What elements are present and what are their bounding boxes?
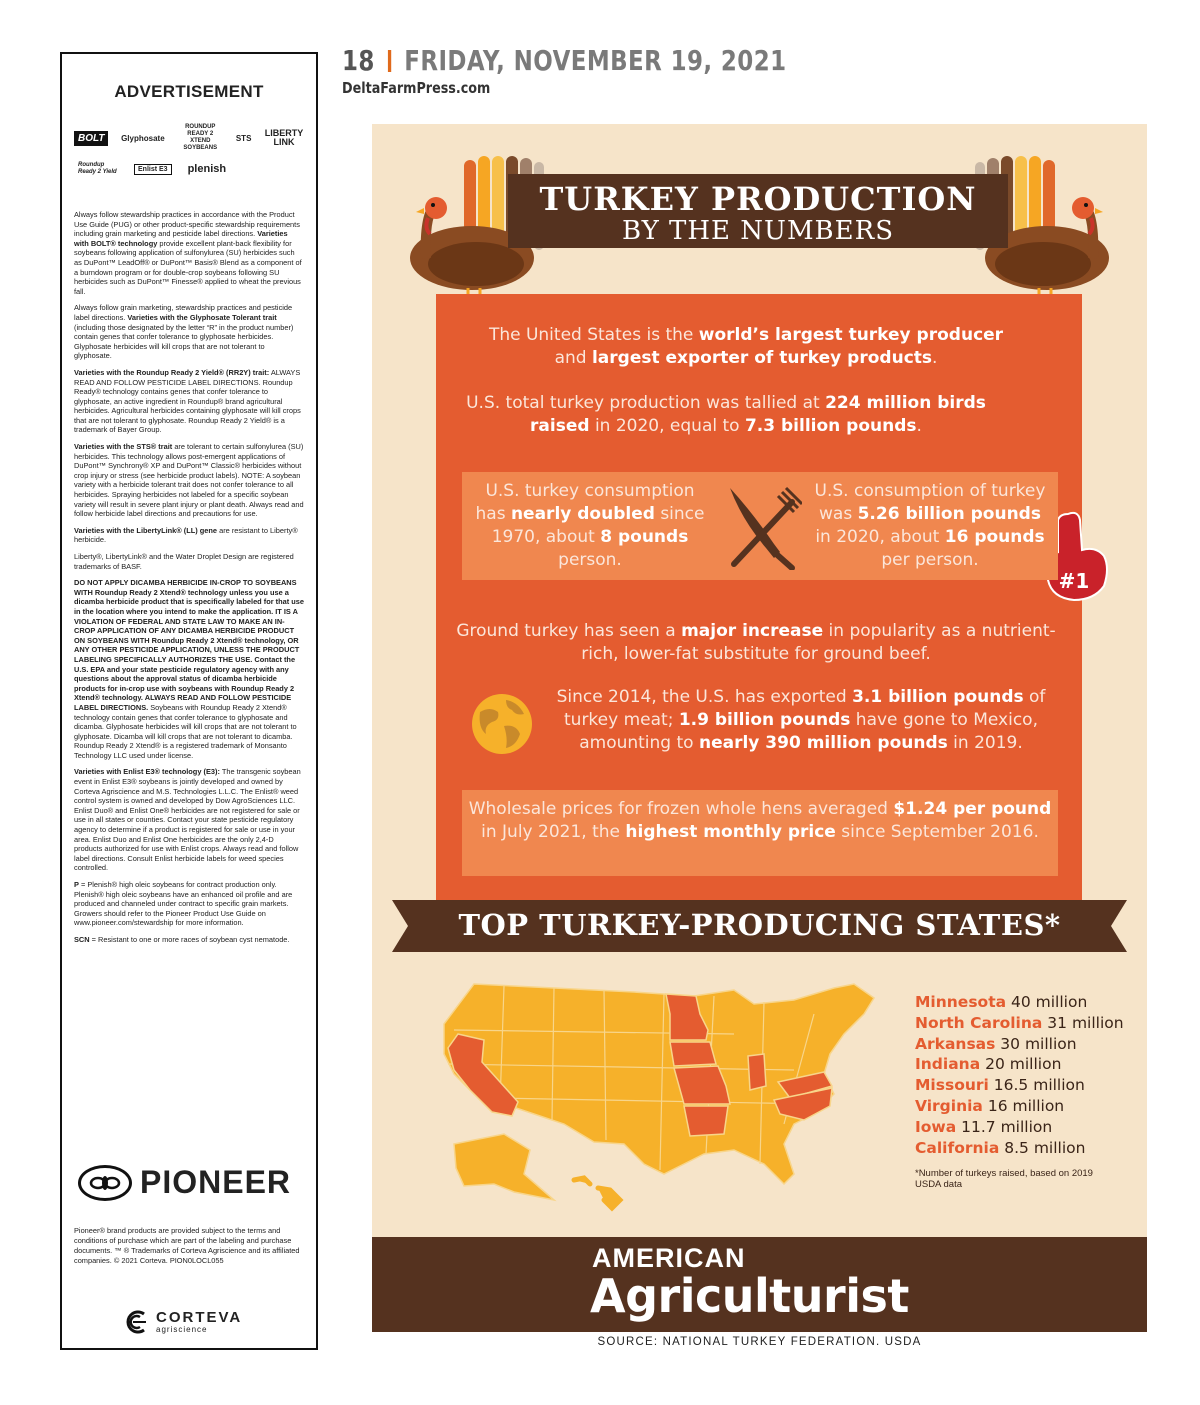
state-value: 40 million [1011,993,1088,1011]
sts-logo: STS [235,133,252,143]
state-row [915,1034,1124,1055]
ad-legal-text [74,210,304,945]
corteva-brand [124,1309,242,1335]
ad-title: ADVERTISEMENT [114,82,264,101]
knife-fork-icon [722,482,802,570]
state-value: 11.7 million [961,1117,1053,1136]
ad-paragraph: Always follow grain marketing, stewardship practices and pesticide label directions. Varieties with the Glyphosate Tolerant trait (including those designated by the letter “R” in the product number) contain genes that confer tolerance to glyphosate herbicides. Glyphosate herbicides will kill crops that are not tolerant to glyphosate. [74,303,294,361]
states-title: TOP TURKEY-PRODUCING STATES* [458,908,1061,942]
states-list [915,992,1124,1158]
bolt-logo: BOLT [74,131,108,146]
ad-paragraph: SCN = Resistant to one or more races of soybean cyst nematode. [74,934,290,944]
pioneer-note: Pioneer® brand products are provided subject to the terms and conditions of purchase which are part of the labeling and purchase documents. ™ ® Trademarks of Corteva Agriscience and its affiliated companies. © 2021 Corteva. PION0LOCL055 [74,1226,300,1265]
page-header-line [342,44,786,77]
state-name: Arkansas [915,1034,996,1053]
consumption-box [462,472,1058,580]
ad-paragraph: P = Plenish® high oleic soybeans for contract production only. Plenish® high oleic soybeans have an enhanced oil profile and are produced and channeled under contract to specific grain markets. Growers should refer to the Pioneer Product Use Guide on www.pioneer.com/stewardship for more information. [74,880,293,928]
site-link[interactable]: DeltaFarmPress.com [342,79,491,97]
state-value: 30 million [1000,1034,1077,1053]
ad-paragraph: Varieties with Enlist E3® technology (E3): The transgenic soybean event in Enlist E3® soybeans is jointly developed and owned by Corteva Agriscience and M.S. Technologies L.L.C. The Enlist® weed control system is owned and developed by Dow AgroSciences LLC. Enlist Duo® and Enlist One® herbicides are not registered for sale or use in all states or counties. Contact your state pesticide regulatory agency to determine if a product is registered for sale or use in your area. Enlist Duo and Enlist One herbicides are the only 2,4-D products authorized for use with Enlist crops. Always read and follow label directions. Consult Enlist herbicide labels for weed species controlled. [74,767,301,873]
infographic-title [508,174,1008,248]
state-name: Minnesota [915,993,1007,1011]
state-value: 8.5 million [1004,1138,1086,1157]
state-row [915,1096,1124,1117]
consumption-doubled: U.S. turkey consumption has nearly doubled since 1970, about 8 pounds person. [475,481,705,570]
wholesale-box [462,790,1058,876]
us-map-icon [434,974,904,1214]
fact-wholesale-prices: Wholesale prices for frozen whole hens averaged $1.24 per pound in July 2021, the highest monthly price since September 2016. [468,799,1052,842]
title-line-2: BY THE NUMBERS [621,216,895,246]
state-name: Missouri [915,1076,989,1095]
states-footnote: *Number of turkeys raised, based on 2019 USDA data [915,1168,1093,1190]
state-name: Indiana [915,1055,981,1074]
rr2y-logo: Roundup Ready 2 Yield [78,162,117,175]
state-name: Iowa [915,1117,957,1136]
title-line-1: TURKEY PRODUCTION [539,180,977,218]
states-ribbon [392,900,1127,952]
badge-text: #1 [1058,569,1090,593]
state-value: 31 million [1047,1013,1124,1032]
state-row [915,1054,1124,1075]
publisher-line-2: Agriculturist [590,1269,909,1323]
ad-paragraph: Varieties with the Roundup Ready 2 Yield® (RR2Y) trait: ALWAYS READ AND FOLLOW PESTICIDE LABEL DIRECTIONS. Roundup Ready® technology contains genes that confer tolerance to glyphosate, an active ingredient in Roundup® brand agricultural herbicides. Agricultural herbicides containing glyphosate will kill crops that are not tolerant to glyphosate. Roundup Ready 2 Yield® is a trademark of Bayer Group. [74,367,301,435]
brand-logos-row-1 [74,124,304,152]
ad-paragraph: Varieties with the LibertyLink® (LL) gene are resistant to Liberty® herbicide. [74,525,298,545]
fact-largest-producer: The United States is the world’s largest turkey producer and largest exporter of turkey products. [488,325,1004,368]
pioneer-brand [78,1164,291,1201]
page-number: 18 [342,44,375,77]
fact-exports: Since 2014, the U.S. has exported 3.1 billion pounds of turkey meat; 1.9 billion pounds have gone to Mexico, amounting to nearly 390 million pounds in 2019. [556,687,1046,753]
consumption-2020: U.S. consumption of turkey was 5.26 billion pounds in 2020, about 16 pounds per person. [814,481,1046,570]
state-row [915,1075,1124,1096]
publisher-line-1: AMERICAN [592,1243,746,1273]
state-row [915,1117,1124,1138]
glyphosate-logo: Glyphosate [121,133,165,143]
state-name: North Carolina [915,1013,1043,1032]
issue-date: FRIDAY, NOVEMBER 19, 2021 [404,44,787,77]
pioneer-logo-icon [78,1165,132,1201]
ad-paragraph: Always follow stewardship practices in accordance with the Product Use Guide (PUG) or other product-specific stewardship requirements including grain marketing and pesticide label directions. Varieties with BOLT® technology provide excellent plant-back flexibility for soybeans following application of sulfonylurea (SU) herbicides such as DuPont™ LeadOff® or DuPont™ Basis® Blend as a component of a burndown program or for double-crop soybeans following SU herbicides such as DuPont™ Finesse® applied to wheat the previous fall. [74,210,302,296]
state-value: 16.5 million [993,1076,1085,1095]
fact-ground-turkey: Ground turkey has seen a major increase in popularity as a nutrient-rich, lower-fat substitute for ground beef. [456,621,1056,664]
libertylink-logo: LIBERTY LINK [264,128,304,147]
page-masthead [342,44,884,97]
globe-icon [470,692,534,756]
corteva-sub: agriscience [156,1324,208,1334]
brand-logos-row-2 [74,162,304,176]
state-name: Virginia [915,1096,983,1115]
facts-panel [436,294,1090,904]
state-value: 20 million [985,1055,1062,1074]
fact-total-production: U.S. total turkey production was tallied at 224 million birds raised in 2020, equal to 7.3 billion pounds. [466,393,986,436]
pioneer-wordmark: PIONEER [140,1164,292,1200]
ad-paragraph: DO NOT APPLY DICAMBA HERBICIDE IN-CROP TO SOYBEANS WITH Roundup Ready 2 Xtend® technology unless you use a dicamba herbicide product that is specifically labeled for that use in the location where you intend to make the application. IT IS A VIOLATION OF FEDERAL AND STATE LAW TO MAKE AN IN-CROP APPLICATION OF ANY DICAMBA HERBICIDE PRODUCT ON SOYBEANS WITH Roundup Ready 2 Xtend® technology, OR ANY OTHER PESTICIDE APPLICATION, UNLESS THE PRODUCT LABELING SPECIFICALLY AUTHORIZES THE USE. Contact the U.S. EPA and your state pesticide regulatory agency with any questions about the approval status of dicamba herbicide products for in-crop use with soybeans with Roundup Ready 2 Xtend® technology. ALWAYS READ AND FOLLOW PESTICIDE LABEL DIRECTIONS. Soybeans with Roundup Ready 2 Xtend® technology contain genes that confer tolerance to glyphosate and dicamba. Glyphosate herbicides will kill crops that are not tolerant to glyphosate. Dicamba will kill crops that are not tolerant to dicamba. Roundup Ready 2 Xtend® is a registered trademark of Monsanto Technology LLC used under license. [74,578,304,760]
ad-paragraph: Liberty®, LibertyLink® and the Water Droplet Design are registered trademarks of BASF. [74,552,294,571]
plenish-logo: plenish [187,163,227,175]
corteva-wordmark: CORTEVA [156,1308,243,1326]
ad-paragraph: Varieties with the STS® trait are tolerant to certain sulfonylurea (SU) herbicides. This technology allows post-emergent applications of DuPont™ Synchrony® XP and DuPont™ Classic® herbicides without crop injury or stress (see herbicide product labels). NOTE: A soybean variety with a herbicide tolerant trait does not confer tolerance to all herbicides. Spraying herbicides not labeled for a specific soybean variety will result in severe plant injury or plant death. Always read and follow herbicide label directions and precautions for use. [74,442,304,519]
source-credit: SOURCE: NATIONAL TURKEY FEDERATION. USDA [597,1336,922,1348]
publisher-band [372,1237,1147,1332]
enlist-logo: Enlist E3 [134,164,172,175]
turkey-infographic [372,124,1147,1332]
xtend-logo: ROUNDUP READY 2 XTEND SOYBEANS [183,124,218,151]
advertisement-column [60,52,318,1350]
corteva-logo-icon [124,1309,150,1335]
header-divider [388,50,391,72]
state-value: 16 million [987,1096,1065,1115]
state-row [915,992,1124,1013]
state-row [915,1013,1124,1034]
state-row [915,1138,1124,1159]
state-name: California [915,1138,1000,1157]
